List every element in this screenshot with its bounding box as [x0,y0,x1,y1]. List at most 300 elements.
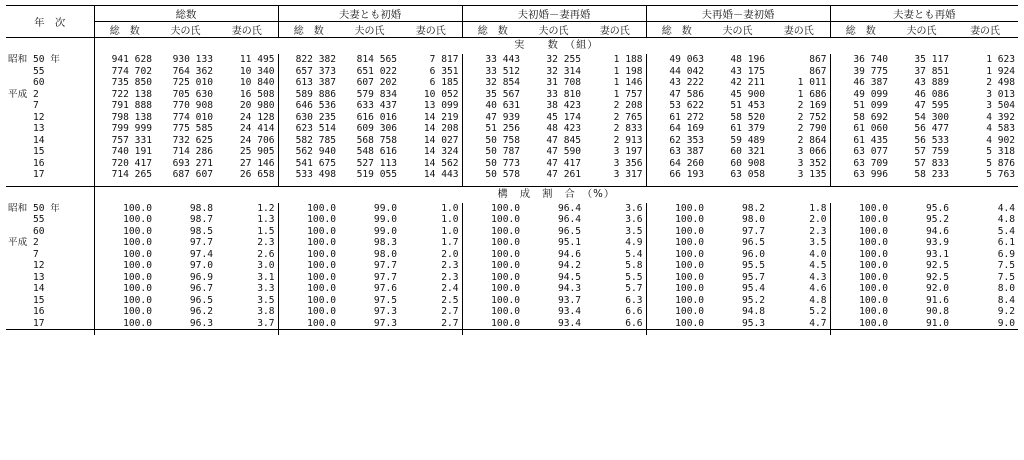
value-cell: 3.8 [257,306,275,317]
value-cell: 93.1 [925,248,950,260]
value-cell: 100.0 [94,295,155,307]
year-cell: 平成 2 [6,237,94,249]
value-cell: 95.2 [925,214,950,225]
group-header-both-re: 夫妻とも再婚 [830,6,1018,22]
value-cell: 4.7 [768,318,830,330]
value-cell: 4.0 [809,248,827,260]
value-cell: 96.4 [557,214,582,225]
value-cell: 99.0 [373,225,398,237]
value-cell: 57 833 [914,157,950,169]
value-cell: 100.0 [646,272,707,284]
value-cell: 20 980 [239,100,275,111]
value-cell: 527 113 [356,157,398,169]
value-cell: 60 908 [730,157,766,169]
value-cell: 1 188 [613,54,643,65]
year-cell: 60 [6,77,94,89]
value-cell: 38 423 [546,100,582,111]
value-cell: 1 686 [797,88,827,100]
husband-surname-subheader: 夫の氏 [155,22,216,38]
value-cell: 63 077 [830,146,891,158]
value-cell: 100.0 [462,295,523,307]
value-cell: 100.0 [830,226,891,238]
value-cell: 100.0 [646,249,707,261]
value-cell: 94.5 [557,271,582,283]
value-cell: 2 169 [797,100,827,111]
value-cell: 3 352 [797,157,827,169]
value-cell: 2.6 [257,248,275,260]
value-cell: 5.4 [997,225,1016,237]
table-row [6,112,1018,124]
value-cell: 97.3 [373,306,398,317]
value-cell: 8.0 [997,283,1016,294]
value-cell: 33 443 [462,54,523,66]
value-cell: 98.2 [741,202,766,214]
value-cell: 2 864 [797,134,827,146]
value-cell: 7.5 [997,271,1016,283]
value-cell: 97.7 [373,260,398,271]
group-header-total: 総数 [94,6,278,22]
value-cell: 58 692 [830,112,891,124]
spacer-cell [830,330,891,336]
value-cell: 100.0 [94,272,155,284]
value-cell: 3.6 [625,214,643,225]
value-cell: 5.4 [625,248,643,260]
table-row [6,89,1018,101]
value-cell: 1 198 [613,65,643,77]
value-cell: 96.5 [189,294,213,306]
value-cell: 941 628 [94,54,155,66]
value-cell: 5.5 [625,271,643,283]
value-cell: 6.1 [997,237,1016,248]
value-cell: 100.0 [94,306,155,318]
value-cell: 14 219 [423,111,459,123]
year-cell: 55 [6,214,94,226]
table-row [6,158,1018,170]
value-cell: 90.8 [925,306,950,317]
value-cell: 57 759 [914,146,950,157]
value-cell: 687 607 [172,169,213,180]
value-cell: 732 625 [172,134,213,146]
value-cell: 798 138 [94,112,155,124]
value-cell: 14 443 [423,169,459,180]
value-cell: 91.6 [925,294,950,306]
value-cell: 54 300 [914,111,950,123]
value-cell: 3.5 [257,294,275,306]
value-cell: 63 387 [646,146,707,158]
value-cell: 100.0 [462,272,523,284]
table-row [6,100,1018,112]
value-cell: 45 174 [546,111,582,123]
spacer-cell [584,330,646,336]
value-cell: 99.0 [373,214,398,225]
value-cell: 13 099 [423,100,459,111]
value-cell: 735 850 [94,77,155,89]
year-cell: 60 [6,226,94,238]
value-cell: 100.0 [94,318,155,330]
value-cell: 2 833 [613,123,643,134]
value-cell: 24 706 [239,134,275,146]
value-cell: 930 133 [172,54,213,65]
value-cell: 14 562 [423,157,459,169]
value-cell: 61 379 [730,123,766,134]
value-cell: 4.3 [809,271,827,283]
value-cell: 2.0 [441,248,459,260]
value-cell: 651 022 [356,65,398,77]
table-row [6,77,1018,89]
value-cell: 50 578 [462,169,523,181]
value-cell: 4.4 [997,202,1016,214]
value-cell: 568 758 [356,134,398,146]
value-cell: 97.7 [741,225,766,237]
value-cell: 31 708 [546,77,582,88]
value-cell: 56 533 [914,134,950,146]
year-cell: 平成 2 [6,89,94,101]
year-cell: 15 [6,146,94,158]
value-cell: 96.5 [741,237,766,248]
value-cell: 814 565 [356,54,398,65]
value-cell: 2 498 [986,77,1016,88]
value-cell: 10 052 [423,88,459,100]
value-cell: 799 999 [94,123,155,135]
year-cell: 14 [6,135,94,147]
total-subheader: 総 数 [462,22,523,38]
table-row [6,214,1018,226]
value-cell: 43 222 [646,77,707,89]
husband-surname-subheader: 夫の氏 [707,22,768,38]
value-cell: 96.9 [189,271,213,283]
value-cell: 60 321 [730,146,766,157]
value-cell: 100.0 [646,226,707,238]
table-row [6,123,1018,135]
value-cell: 705 630 [172,88,213,100]
value-cell: 740 191 [94,146,155,158]
value-cell: 100.0 [94,283,155,295]
value-cell: 582 785 [278,135,339,147]
subcolumn-header-row [6,22,1018,38]
spacer-cell [768,330,830,336]
value-cell: 5.2 [809,306,827,317]
value-cell: 5 763 [986,169,1016,180]
group-header-both-first: 夫妻とも初婚 [278,6,462,22]
year-cell: 17 [6,169,94,181]
value-cell: 541 675 [278,158,339,170]
total-subheader: 総 数 [278,22,339,38]
value-cell: 100.0 [278,283,339,295]
value-cell: 96.3 [155,318,216,330]
value-cell: 100.0 [94,226,155,238]
value-cell: 1 924 [986,65,1016,77]
year-cell-blank [6,186,94,203]
spacer-cell [646,330,707,336]
section-title-percent-row [6,186,1018,203]
value-cell: 47 417 [546,157,582,169]
value-cell: 91.0 [891,318,952,330]
value-cell: 100.0 [94,237,155,249]
table-row [6,203,1018,215]
value-cell: 92.0 [925,283,950,294]
value-cell: 100.0 [462,260,523,272]
value-cell: 579 834 [356,88,398,100]
value-cell: 26 658 [239,169,275,180]
value-cell: 8.4 [997,294,1016,306]
table-row [6,306,1018,318]
value-cell: 93.9 [925,237,950,248]
value-cell: 609 306 [356,123,398,134]
value-cell: 3.5 [625,225,643,237]
value-cell: 100.0 [462,203,523,215]
value-cell: 1.5 [257,225,275,237]
value-cell: 714 265 [94,169,155,181]
value-cell: 96.5 [557,225,582,237]
value-cell: 6.9 [997,248,1016,260]
value-cell: 100.0 [646,203,707,215]
value-cell: 7 817 [429,54,459,65]
value-cell: 4.6 [809,283,827,294]
value-cell: 1.0 [441,202,459,214]
value-cell: 100.0 [646,295,707,307]
year-cell: 16 [6,306,94,318]
value-cell: 3 135 [797,169,827,180]
value-cell: 92.5 [925,271,950,283]
value-cell: 7.5 [997,260,1016,271]
value-cell: 97.0 [189,260,213,271]
value-cell: 48 196 [730,54,766,65]
value-cell: 100.0 [830,237,891,249]
value-cell: 14 027 [423,134,459,146]
spacer-cell [462,330,523,336]
value-cell: 657 373 [278,66,339,78]
table-row [6,318,1018,330]
spacer-cell [216,330,278,336]
total-subheader: 総 数 [94,22,155,38]
value-cell: 96.4 [557,202,582,214]
value-cell: 3 317 [613,169,643,180]
value-cell: 548 616 [356,146,398,157]
husband-surname-subheader: 夫の氏 [891,22,952,38]
value-cell: 562 940 [278,146,339,158]
value-cell: 100.0 [646,260,707,272]
value-cell: 43 889 [914,77,950,88]
value-cell: 50 773 [462,158,523,170]
value-cell: 613 387 [278,77,339,89]
value-cell: 3 013 [986,88,1016,100]
value-cell: 35 567 [462,89,523,101]
value-cell: 32 255 [546,54,582,65]
wife-surname-subheader: 妻の氏 [584,22,646,38]
value-cell: 36 740 [830,54,891,66]
value-cell: 63 709 [830,158,891,170]
group-header-husband-re-wife-first: 夫再婚－妻初婚 [646,6,830,22]
section-title-percent: 構 成 割 合 （%） [94,186,1018,203]
value-cell: 4.9 [625,237,643,248]
value-cell: 100.0 [830,295,891,307]
value-cell: 2.3 [441,260,459,271]
value-cell: 98.8 [189,202,213,214]
value-cell: 99.0 [373,202,398,214]
year-cell: 13 [6,272,94,284]
husband-surname-subheader: 夫の氏 [339,22,400,38]
value-cell: 100.0 [462,283,523,295]
value-cell: 100.0 [646,214,707,226]
spacer-row [6,330,1018,336]
table-row [6,226,1018,238]
value-cell: 10 840 [239,77,275,88]
value-cell: 50 758 [462,135,523,147]
value-cell: 4.8 [997,214,1016,225]
value-cell: 47 261 [546,169,582,180]
value-cell: 46 086 [914,88,950,100]
value-cell: 98.3 [373,237,398,248]
value-cell: 6 351 [429,65,459,77]
spacer-cell [891,330,952,336]
value-cell: 633 437 [356,100,398,111]
value-cell: 95.5 [741,260,766,271]
value-cell: 2 913 [613,134,643,146]
value-cell: 58 520 [730,111,766,123]
value-cell: 4 392 [986,111,1016,123]
value-cell: 94.8 [741,306,766,317]
value-cell: 62 353 [646,135,707,147]
value-cell: 94.6 [925,225,950,237]
value-cell: 6.6 [625,306,643,317]
value-cell: 1.3 [257,214,275,225]
value-cell: 100.0 [94,203,155,215]
value-cell: 100.0 [462,318,523,330]
value-cell: 98.0 [741,214,766,225]
year-cell-blank [6,38,94,55]
value-cell: 100.0 [278,237,339,249]
value-cell: 100.0 [94,249,155,261]
value-cell: 95.2 [741,294,766,306]
value-cell: 714 286 [172,146,213,157]
value-cell: 92.5 [925,260,950,271]
value-cell: 61 435 [830,135,891,147]
value-cell: 49 063 [646,54,707,66]
value-cell: 3 066 [797,146,827,157]
spacer-cell [278,330,339,336]
value-cell: 96.2 [189,306,213,317]
value-cell: 6 185 [429,77,459,88]
value-cell: 95.7 [741,271,766,283]
value-cell: 100.0 [278,249,339,261]
value-cell: 93.7 [557,294,582,306]
value-cell: 5 318 [986,146,1016,157]
value-cell: 3 504 [986,100,1016,111]
value-cell: 61 060 [830,123,891,135]
value-cell: 2.3 [441,271,459,283]
value-cell: 100.0 [278,203,339,215]
value-cell: 3 197 [613,146,643,157]
value-cell: 33 512 [462,66,523,78]
table-header [6,6,1018,38]
value-cell: 37 851 [914,65,950,77]
value-cell: 100.0 [278,295,339,307]
value-cell: 94.6 [557,248,582,260]
year-cell: 13 [6,123,94,135]
year-cell: 16 [6,158,94,170]
value-cell: 64 260 [646,158,707,170]
value-cell: 46 387 [830,77,891,89]
value-cell: 14 324 [423,146,459,157]
value-cell: 2 752 [797,111,827,123]
value-cell: 59 489 [730,134,766,146]
value-cell: 43 175 [730,65,766,77]
value-cell: 1.0 [441,214,459,225]
spacer-cell [523,330,584,336]
wife-surname-subheader: 妻の氏 [768,22,830,38]
value-cell: 66 193 [646,169,707,181]
year-cell: 55 [6,66,94,78]
value-cell: 1.2 [257,202,275,214]
value-cell: 97.6 [373,283,398,294]
value-cell: 867 [809,54,827,65]
value-cell: 757 331 [94,135,155,147]
value-cell: 51 453 [730,100,766,111]
value-cell: 646 536 [278,100,339,112]
value-cell: 97.5 [373,294,398,306]
value-cell: 100.0 [830,214,891,226]
section-title-counts-row [6,38,1018,55]
table-body [6,38,1018,336]
total-subheader: 総 数 [830,22,891,38]
value-cell: 25 905 [239,146,275,157]
value-cell: 63 996 [830,169,891,181]
value-cell: 100.0 [830,318,891,330]
value-cell: 4.8 [809,294,827,306]
value-cell: 2 790 [797,123,827,134]
year-cell: 12 [6,260,94,272]
value-cell: 100.0 [462,249,523,261]
wife-surname-subheader: 妻の氏 [216,22,278,38]
value-cell: 1.7 [441,237,459,248]
value-cell: 53 622 [646,100,707,112]
value-cell: 100.0 [278,318,339,330]
value-cell: 616 016 [356,111,398,123]
value-cell: 100.0 [94,214,155,226]
value-cell: 56 477 [914,123,950,134]
value-cell: 791 888 [94,100,155,112]
value-cell: 47 939 [462,112,523,124]
year-cell: 7 [6,100,94,112]
value-cell: 32 854 [462,77,523,89]
value-cell: 2 765 [613,111,643,123]
value-cell: 50 787 [462,146,523,158]
value-cell: 867 [809,65,827,77]
table-row [6,135,1018,147]
statistics-table-container [6,5,1018,335]
value-cell: 61 272 [646,112,707,124]
value-cell: 64 169 [646,123,707,135]
value-cell: 100.0 [830,272,891,284]
value-cell: 1 623 [986,54,1016,65]
spacer-cell [952,330,1018,336]
value-cell: 49 099 [830,89,891,101]
value-cell: 98.5 [189,225,213,237]
table-row [6,249,1018,261]
value-cell: 6.3 [625,294,643,306]
value-cell: 4 583 [986,123,1016,134]
value-cell: 95.3 [707,318,768,330]
value-cell: 51 099 [830,100,891,112]
marriage-surname-table [6,5,1018,335]
value-cell: 770 908 [172,100,213,111]
value-cell: 725 010 [172,77,213,88]
year-column-header: 年 次 [6,6,94,38]
value-cell: 100.0 [830,306,891,318]
value-cell: 24 414 [239,123,275,134]
value-cell: 589 886 [278,89,339,101]
value-cell: 100.0 [830,283,891,295]
